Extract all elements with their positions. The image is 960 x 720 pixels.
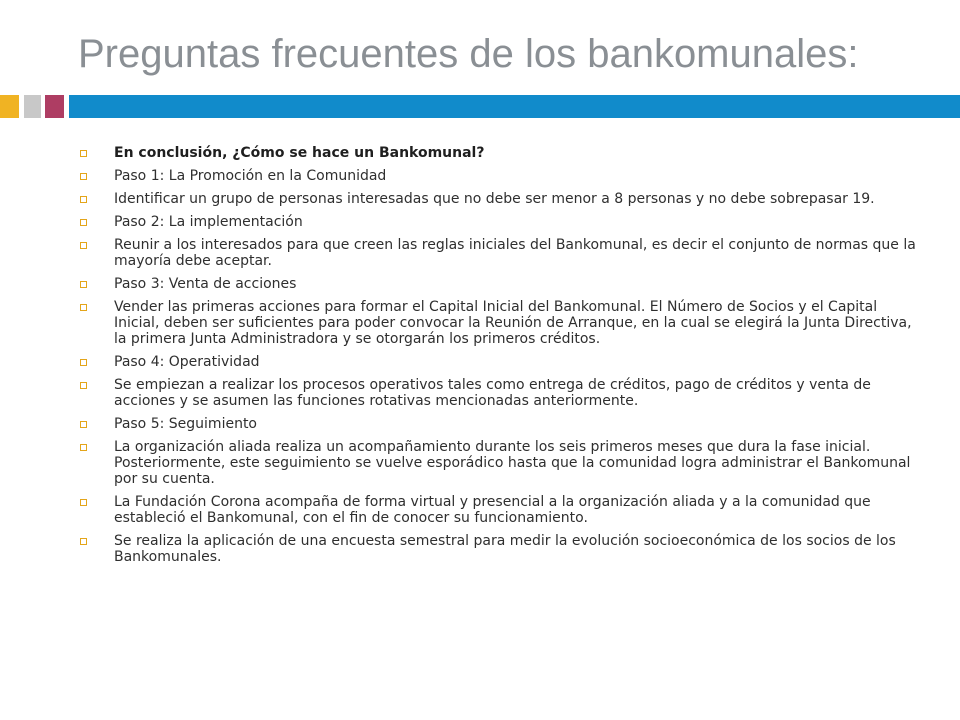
accent-bar-gray (24, 95, 41, 118)
bullet-list (80, 145, 920, 572)
list-item-text: Paso 2: La implementación (114, 214, 303, 230)
square-bullet-icon (80, 382, 87, 389)
list-item-text: La Fundación Corona acompaña de forma virtual y presencial a la organización aliada y a la comunidad que estableció el Bankomunal, con el fin de conocer su funcionamiento. (114, 494, 871, 526)
header-band (69, 95, 960, 118)
square-bullet-icon (80, 421, 87, 428)
accent-bar-magenta (45, 95, 64, 118)
square-bullet-icon (80, 196, 87, 203)
square-bullet-icon (80, 499, 87, 506)
list-item (80, 494, 920, 526)
list-item (80, 416, 920, 432)
list-item-text: Paso 5: Seguimiento (114, 416, 257, 432)
square-bullet-icon (80, 444, 87, 451)
square-bullet-icon (80, 173, 87, 180)
list-item-text: Paso 3: Venta de acciones (114, 276, 297, 292)
square-bullet-icon (80, 538, 87, 545)
square-bullet-icon (80, 359, 87, 366)
list-item-text: Se empiezan a realizar los procesos operativos tales como entrega de créditos, pago de créditos y venta de acciones y se asumen las funciones rotativas mencionadas anteriormente. (114, 377, 871, 409)
square-bullet-icon (80, 150, 87, 157)
list-item (80, 276, 920, 292)
list-item-text: Reunir a los interesados para que creen las reglas iniciales del Bankomunal, es decir el conjunto de normas que la mayoría debe aceptar. (114, 237, 916, 269)
list-item (80, 145, 920, 161)
list-item-text: Se realiza la aplicación de una encuesta semestral para medir la evolución socioeconómica de los socios de los Bankomunales. (114, 533, 896, 565)
list-item-text: Vender las primeras acciones para formar el Capital Inicial del Bankomunal. El Número de Socios y el Capital Inicial, deben ser suficientes para poder convocar la Reunión de Arranque, en la cual se elegirá la Junta Directiva, la primera Junta Administradora y se otorgarán los primeros créditos. (114, 299, 912, 347)
accent-bar-yellow (0, 95, 19, 118)
list-item (80, 354, 920, 370)
list-item (80, 214, 920, 230)
list-item-text: Paso 4: Operatividad (114, 354, 260, 370)
list-item-text: En conclusión, ¿Cómo se hace un Bankomunal? (114, 145, 485, 161)
list-item (80, 168, 920, 184)
square-bullet-icon (80, 219, 87, 226)
list-item-text: La organización aliada realiza un acompañamiento durante los seis primeros meses que dura la fase inicial. Posteriormente, este seguimiento se vuelve esporádico hasta que la comunidad logra administrar el Bankomunal por su cuenta. (114, 439, 911, 487)
slide-title: Preguntas frecuentes de los bankomunales: (78, 32, 859, 76)
list-item (80, 377, 920, 409)
square-bullet-icon (80, 281, 87, 288)
list-item (80, 439, 920, 487)
list-item-text: Paso 1: La Promoción en la Comunidad (114, 168, 387, 184)
list-item-text: Identificar un grupo de personas interesadas que no debe ser menor a 8 personas y no debe sobrepasar 19. (114, 191, 875, 207)
square-bullet-icon (80, 242, 87, 249)
list-item (80, 237, 920, 269)
list-item (80, 299, 920, 347)
square-bullet-icon (80, 304, 87, 311)
list-item (80, 533, 920, 565)
list-item (80, 191, 920, 207)
